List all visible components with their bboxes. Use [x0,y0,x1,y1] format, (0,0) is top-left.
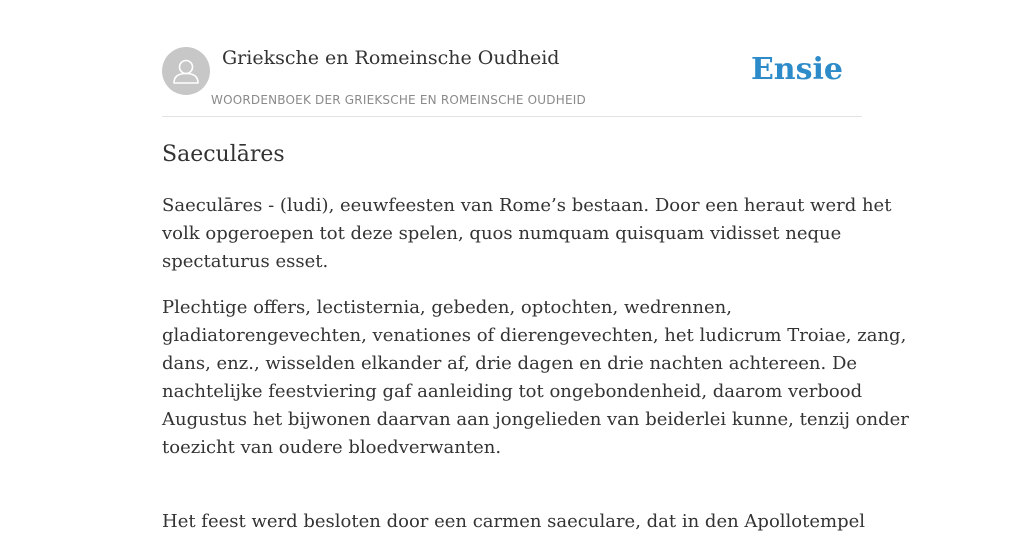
source-avatar[interactable] [162,47,210,95]
text-line: gladiatorengevechten, venationes of dierengevechten, het ludicrum Troiae, zang, [162,325,907,346]
text-line: Het feest werd besloten door een carmen saeculare, dat in den Apollotempel [162,511,866,532]
source-header [162,46,862,117]
text-line: dans, enz., wisselden elkander af, drie dagen en drie nachten achtereen. De [162,353,858,374]
text-line: volk opgeroepen tot deze spelen, quos numquam quisquam vidisset neque [162,223,842,244]
paragraph-2 [162,294,909,462]
text-line: nachtelijke feestviering gaf aanleiding tot ongebondenheid, daarom verbood [162,381,863,402]
ensie-logo-link[interactable]: Ensie [750,52,843,87]
paragraph-3 [162,508,872,536]
text-line: Plechtige offers, lectisternia, gebeden, optochten, wedrennen, [162,297,732,318]
text-line: Augustus het bijwonen daarvan aan jongelieden van beiderlei kunne, tenzij onder [162,409,909,430]
text-line: toezicht van oudere bloedverwanten. [162,437,502,458]
source-subtitle: WOORDENBOEK DER GRIEKSCHE EN ROMEINSCHE OUDHEID [211,93,586,107]
source-title[interactable]: Grieksche en Romeinsche Oudheid [222,47,560,69]
entry-headword: Saeculāres [162,142,285,167]
paragraph-gap [162,480,872,508]
entry-body [162,192,909,554]
text-line: spectaturus esset. [162,251,329,272]
user-silhouette-icon [162,47,210,95]
paragraph-1 [162,192,892,276]
text-line: Saeculāres - (ludi), eeuwfeesten van Rome’s bestaan. Door een heraut werd het [162,195,892,216]
